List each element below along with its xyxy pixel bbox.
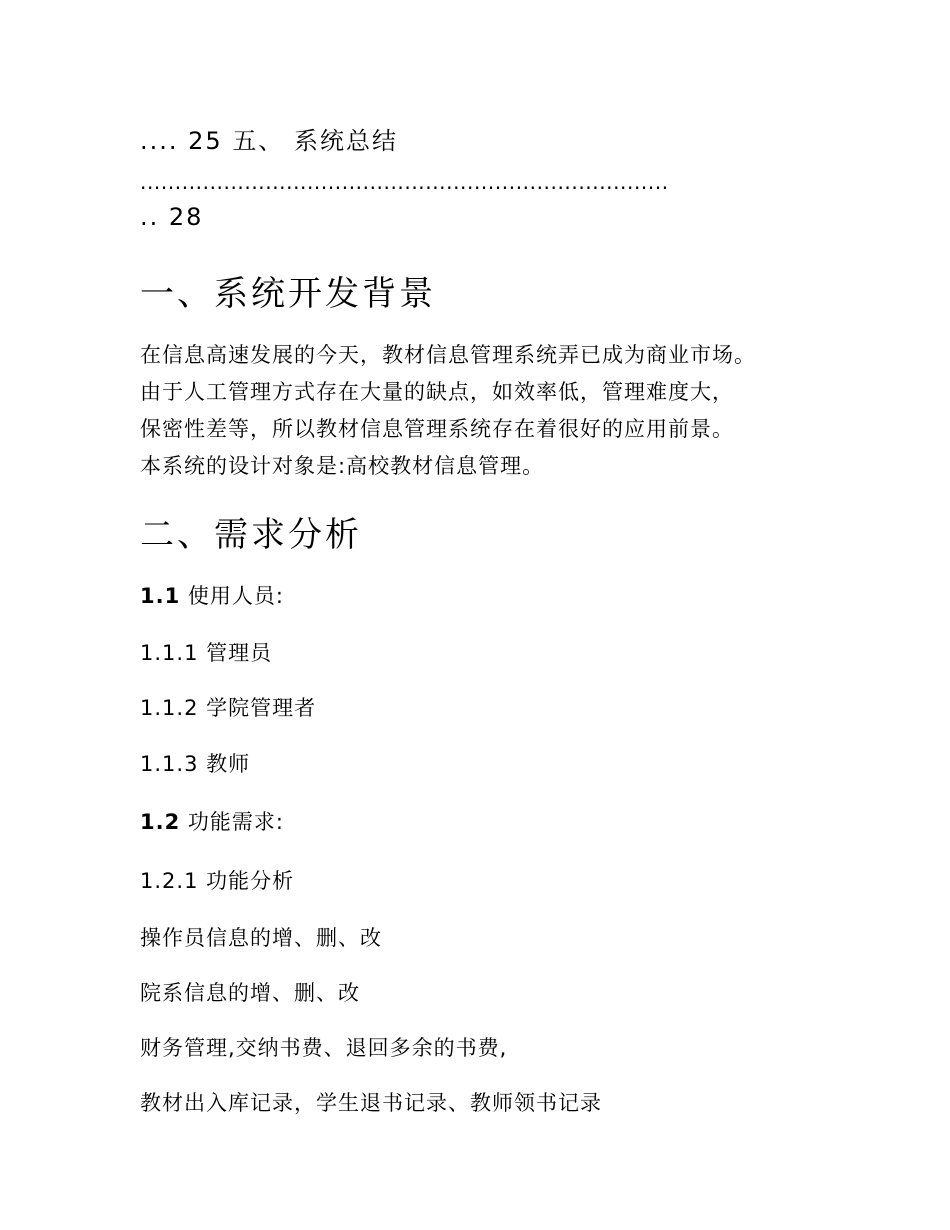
subsection-function-analysis: 1.2.1 功能分析 [140, 869, 295, 893]
subsection-college-manager: 1.1.2 学院管理者 [140, 696, 317, 720]
subsection-function-requirements [140, 806, 284, 836]
list-item: 操作员信息的增、删、改 [140, 926, 382, 950]
subsection-title: 功能需求: [180, 810, 284, 834]
toc-page-number: .. 28 [140, 203, 204, 231]
paragraph-line-1: 在信息高速发展的今天，教材信息管理系统弄已成为商业市场。 [140, 343, 756, 367]
subsection-title: 使用人员: [180, 584, 284, 608]
subsection-teacher: 1.1.3 教师 [140, 752, 251, 776]
subsection-admin: 1.1.1 管理员 [140, 641, 273, 665]
subsection-number: 1.2 [140, 810, 181, 834]
subsection-number: 1.1 [140, 584, 181, 608]
list-item: 财务管理,交纳书费、退回多余的书费, [140, 1036, 508, 1060]
paragraph-line-3: 保密性差等，所以教材信息管理系统存在着很好的应用前景。 [140, 417, 734, 441]
section-heading-requirements: 二、需求分析 [140, 515, 362, 555]
paragraph-line-2: 由于人工管理方式存在大量的缺点，如效率低，管理难度大， [140, 380, 734, 404]
subsection-users [140, 580, 284, 610]
toc-entry-summary: .... 25 五、 系统总结 [140, 127, 398, 155]
toc-leader-dots: ............................................................................ [140, 170, 669, 194]
section-heading-background: 一、系统开发背景 [140, 274, 436, 314]
list-item: 教材出入库记录，学生退书记录、教师领书记录 [140, 1091, 602, 1115]
list-item: 院系信息的增、删、改 [140, 981, 360, 1005]
paragraph-line-4: 本系统的设计对象是:高校教材信息管理。 [140, 454, 545, 478]
